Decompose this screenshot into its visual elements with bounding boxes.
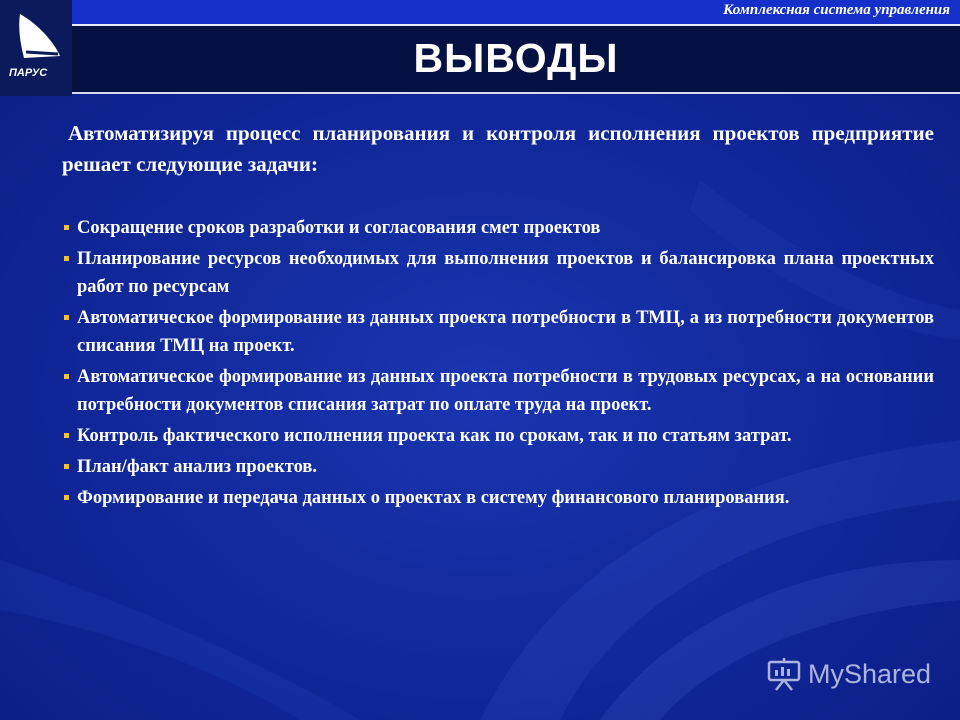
top-banner	[72, 0, 960, 26]
presentation-icon	[766, 657, 802, 691]
logo-text: ПАРУС	[9, 67, 48, 79]
title-divider	[72, 92, 960, 94]
list-item: Планирование ресурсов необходимых для выполнения проектов и балансировка плана проектных работ по ресурсам	[62, 245, 934, 301]
list-item: Контроль фактического исполнения проекта как по срокам, так и по статьям затрат.	[62, 422, 934, 450]
list-item: Формирование и передача данных о проектах в систему финансового планирования.	[62, 484, 934, 512]
page-title: ВЫВОДЫ	[413, 35, 619, 81]
task-list	[62, 214, 934, 512]
watermark	[766, 657, 931, 691]
list-item: Автоматическое формирование из данных проекта потребности в трудовых ресурсах, а на основании потребности документов списания затрат по оплате труда на проект.	[62, 363, 934, 419]
slide-content	[62, 118, 934, 515]
list-item: Сокращение сроков разработки и согласования смет проектов	[62, 214, 934, 242]
tagline: Комплексная система управления	[723, 2, 950, 18]
list-item: План/факт анализ проектов.	[62, 453, 934, 481]
company-logo	[0, 0, 72, 96]
list-item: Автоматическое формирование из данных проекта потребности в ТМЦ, а из потребности документов списания ТМЦ на проект.	[62, 304, 934, 360]
intro-paragraph: Автоматизируя процесс планирования и контроля исполнения проектов предприятие решает следующие задачи:	[62, 121, 934, 176]
title-bar	[72, 26, 960, 92]
watermark-text: MyShared	[808, 658, 932, 689]
sail-logo-icon	[0, 0, 72, 96]
